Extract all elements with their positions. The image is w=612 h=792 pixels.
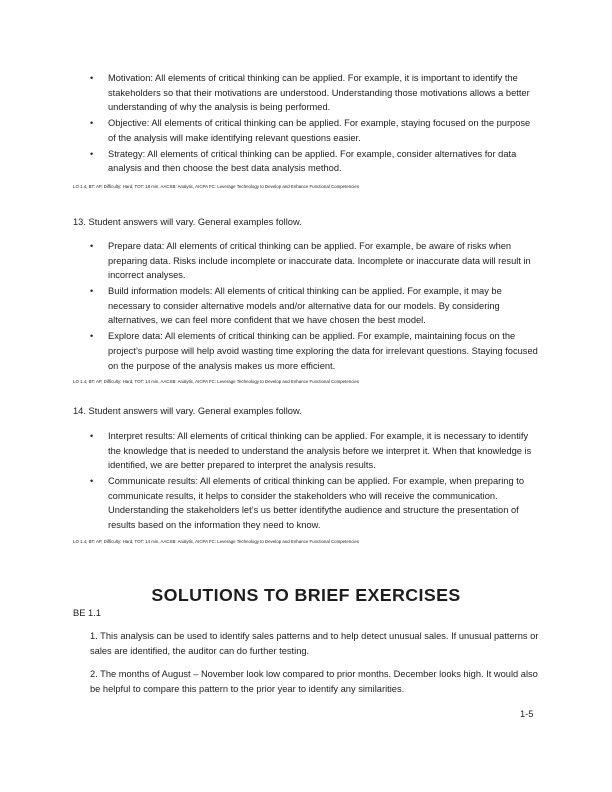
list-item: • Communicate results: All elements of critical thinking can be applied. For example, when preparing to communicate results, it helps to consider the stakeholders who will receive the communication. Understanding the stakeholders let’s us better identifythe audience and structure the presentation of results based on the information they need to know. <box>90 476 524 530</box>
bullet-icon: • <box>90 73 94 83</box>
bullet-icon: • <box>90 118 94 129</box>
bullet-icon: • <box>90 476 94 487</box>
question-14-heading: 14. Student answers will vary. General examples follow. <box>73 406 302 416</box>
bullet-icon: • <box>90 241 94 251</box>
bullet-list-critical-thinking-elements <box>88 71 540 177</box>
list-item: • Build information models: All elements of critical thinking can be applied. For example, it may be necessary to consider alternative models and/or alternative data for our models. By considering alternatives, we can feel more confident that we have chosen the best model. <box>90 286 502 326</box>
exercise-label: BE 1.1 <box>73 608 101 618</box>
list-item: • Strategy: All elements of critical thinking can be applied. For example, consider alternatives for data analysis and then choose the best data analysis method. <box>90 148 517 174</box>
learning-objective-line: LO 1.4, BT: AP, Difficulty: Hard, TOT: 18 min, AACSB: Analytic, AICPA FC: Leverage Technology to Develop and Enhance Functional Competencies <box>73 184 360 189</box>
list-item: • Interpret results: All elements of critical thinking can be applied. For example, it is necessary to identify the knowledge that is needed to understand the analysis before we interpret it. When that knowledge is identified, we are better prepared to interpret the analysis results. <box>90 431 532 471</box>
page-number: 1-5 <box>520 709 534 719</box>
exercise-answer-paragraph: 2. The months of August – November look low compared to prior months. December looks high. It would also be helpful to compare this pattern to the prior year to identify any similarities. <box>90 669 538 694</box>
bullet-icon: • <box>90 148 94 159</box>
question-13-heading: 13. Student answers will vary. General examples follow. <box>73 217 302 227</box>
list-item: • Motivation: All elements of critical thinking can be applied. For example, it is important to identify the stakeholders so that their motivations are understood. Understanding those motivations allows a better understanding of why the analysis is being performed. <box>90 73 530 113</box>
list-item: • Prepare data: All elements of critical thinking can be applied. For example, be aware of risks when preparing data. Risks include incomplete or inaccurate data. Incomplete or inaccurate data will result in incorrect analyses. <box>90 241 531 281</box>
bullet-list-q14 <box>88 429 540 534</box>
list-item: • Objective: All elements of critical thinking can be applied. For example, staying focused on the purpose of the analysis will make identifying relevant questions easier. <box>90 118 531 143</box>
bullet-icon: • <box>90 431 94 441</box>
learning-objective-line: LO 1.4, BT: AP, Difficulty: Hard, TOT: 14 min, AACSB: Analytic, AICPA FC: Leverage Technology to Develop and Enhance Functional Competencies <box>73 539 360 544</box>
bullet-icon: • <box>90 331 94 342</box>
learning-objective-line: LO 1.4, BT: AP, Difficulty: Hard, TOT: 14 min, AACSB: Analytic, AICPA FC: Leverage Technology to Develop and Enhance Functional Competencies <box>73 379 360 384</box>
exercise-answer-paragraph: 1. This analysis can be used to identify sales patterns and to help detect unusual sales. If unusual patterns or sales are identified, the auditor can do further testing. <box>90 631 539 656</box>
section-title: SOLUTIONS TO BRIEF EXERCISES <box>151 585 461 605</box>
bullet-icon: • <box>90 286 94 297</box>
bullet-list-q13 <box>88 239 540 375</box>
list-item: • Explore data: All elements of critical thinking can be applied. For example, maintaining focus on the project’s purpose will help avoid wasting time exploring the data for irrelevant questions. Staying focused on the purpose of the analysis makes us more efficient. <box>90 331 538 371</box>
